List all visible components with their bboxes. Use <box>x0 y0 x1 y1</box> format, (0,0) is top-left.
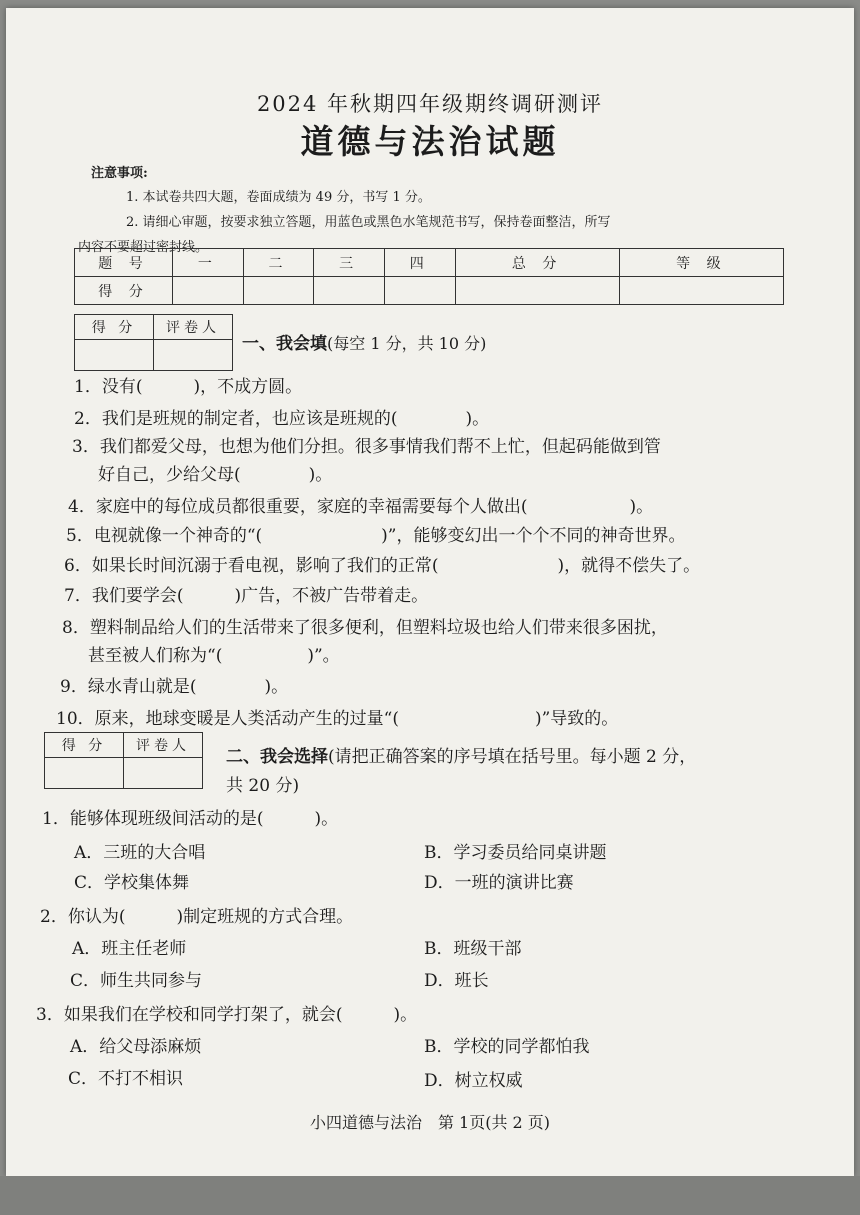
grader-name-label: 评卷人 <box>124 733 203 758</box>
notice-item-2: 2. 请细心审题，按要求独立答题，用蓝色或黑色水笔规范书写，保持卷面整洁，所写 <box>126 215 611 230</box>
background-edge <box>0 1176 860 1215</box>
fill-question-8: 8．塑料制品给人们的生活带来了很多便利，但塑料垃圾也给人们带来很多困扰， <box>62 618 668 638</box>
choice-q1-option-c[interactable]: C．学校集体舞 <box>74 873 190 893</box>
section2-title: 二、我会选择 <box>226 747 328 767</box>
score-cell-col2: 二 <box>243 249 314 277</box>
exam-paper <box>6 8 854 1176</box>
choice-q2-option-d[interactable]: D．班长 <box>424 971 489 991</box>
subject-title: 道德与法治试题 <box>300 122 560 161</box>
choice-q3-option-a[interactable]: A．给父母添麻烦 <box>70 1037 202 1057</box>
grader-name-cell[interactable] <box>124 758 203 789</box>
choice-question-2: 2．你认为( )制定班规的方式合理。 <box>40 907 354 927</box>
notice-item-3: 内容不要超过密封线。 <box>78 240 209 255</box>
fill-question-8-cont: 甚至被人们称为“( )”。 <box>88 646 340 666</box>
score-cell-total: 总 分 <box>455 249 619 277</box>
section1-heading <box>242 329 486 354</box>
fill-question-2: 2．我们是班规的制定者，也应该是班规的( )。 <box>74 409 490 429</box>
fill-question-9: 9．绿水青山就是( )。 <box>60 677 289 697</box>
score-cell-grade: 等 级 <box>619 249 783 277</box>
choice-question-1: 1．能够体现班级间活动的是( )。 <box>42 809 339 829</box>
choice-q3-option-c[interactable]: C．不打不相识 <box>68 1069 184 1089</box>
notice-item-1: 1. 本试卷共四大题，卷面成绩为 49 分，书写 1 分。 <box>126 190 431 205</box>
notice-heading: 注意事项: <box>91 166 148 181</box>
choice-q2-option-c[interactable]: C．师生共同参与 <box>70 971 203 991</box>
grader-box-section2 <box>44 732 203 789</box>
score-row-label: 得 分 <box>75 277 173 305</box>
score-table-score-row <box>75 277 784 305</box>
choice-q2-option-a[interactable]: A．班主任老师 <box>72 939 187 959</box>
grader-name-label: 评卷人 <box>154 315 233 340</box>
score-cell-col3: 三 <box>314 249 385 277</box>
section2-heading <box>226 742 696 767</box>
fill-question-1: 1．没有( )，不成方圆。 <box>74 377 303 397</box>
score-input-3[interactable] <box>314 277 385 305</box>
score-cell-label: 题 号 <box>75 249 173 277</box>
section1-title: 一、我会填 <box>242 334 327 354</box>
fill-question-3: 3．我们都爱父母，也想为他们分担。很多事情我们帮不上忙，但起码能做到管 <box>72 437 661 457</box>
choice-q3-option-d[interactable]: D．树立权威 <box>424 1071 523 1091</box>
section2-note: (请把正确答案的序号填在括号里。每小题 2 分， <box>328 747 697 767</box>
fill-question-10: 10．原来，地球变暖是人类活动产生的过量“( )”导致的。 <box>56 709 619 729</box>
score-cell-col4: 四 <box>384 249 455 277</box>
score-input-grade[interactable] <box>619 277 783 305</box>
fill-question-4: 4．家庭中的每位成员都很重要，家庭的幸福需要每个人做出( )。 <box>68 497 654 517</box>
grader-score-label: 得 分 <box>75 315 154 340</box>
score-input-1[interactable] <box>173 277 244 305</box>
grader-score-cell[interactable] <box>45 758 124 789</box>
fill-question-6: 6．如果长时间沉溺于看电视，影响了我们的正常( )，就得不偿失了。 <box>64 556 701 576</box>
score-cell-col1: 一 <box>173 249 244 277</box>
page-footer: 小四道德与法治 第 1页(共 2 页) <box>309 1113 551 1132</box>
choice-q1-option-a[interactable]: A．三班的大合唱 <box>74 843 206 863</box>
fill-question-7: 7．我们要学会( )广告，不被广告带着走。 <box>64 586 429 606</box>
score-input-total[interactable] <box>455 277 619 305</box>
score-input-2[interactable] <box>243 277 314 305</box>
choice-q3-option-b[interactable]: B．学校的同学都怕我 <box>424 1037 590 1057</box>
grader-name-cell[interactable] <box>154 340 233 371</box>
grader-box-section1 <box>74 314 233 371</box>
grader-score-label: 得 分 <box>45 733 124 758</box>
score-table-header-row <box>75 249 784 277</box>
exam-title: 2024 年秋期四年级期终调研测评 <box>256 92 604 116</box>
fill-question-3-cont: 好自己，少给父母( )。 <box>98 465 333 485</box>
score-table <box>74 248 784 305</box>
choice-q1-option-d[interactable]: D．一班的演讲比赛 <box>424 873 574 893</box>
choice-question-3: 3．如果我们在学校和同学打架了，就会( )。 <box>36 1005 418 1025</box>
grader-score-cell[interactable] <box>75 340 154 371</box>
fill-question-5: 5．电视就像一个神奇的“( )”，能够变幻出一个个不同的神奇世界。 <box>66 526 686 546</box>
choice-q2-option-b[interactable]: B．班级干部 <box>424 939 522 959</box>
choice-q1-option-b[interactable]: B．学习委员给同桌讲题 <box>424 843 607 863</box>
section1-note: (每空 1 分，共 10 分) <box>327 334 487 353</box>
section2-note-cont: 共 20 分) <box>226 776 300 796</box>
score-input-4[interactable] <box>384 277 455 305</box>
